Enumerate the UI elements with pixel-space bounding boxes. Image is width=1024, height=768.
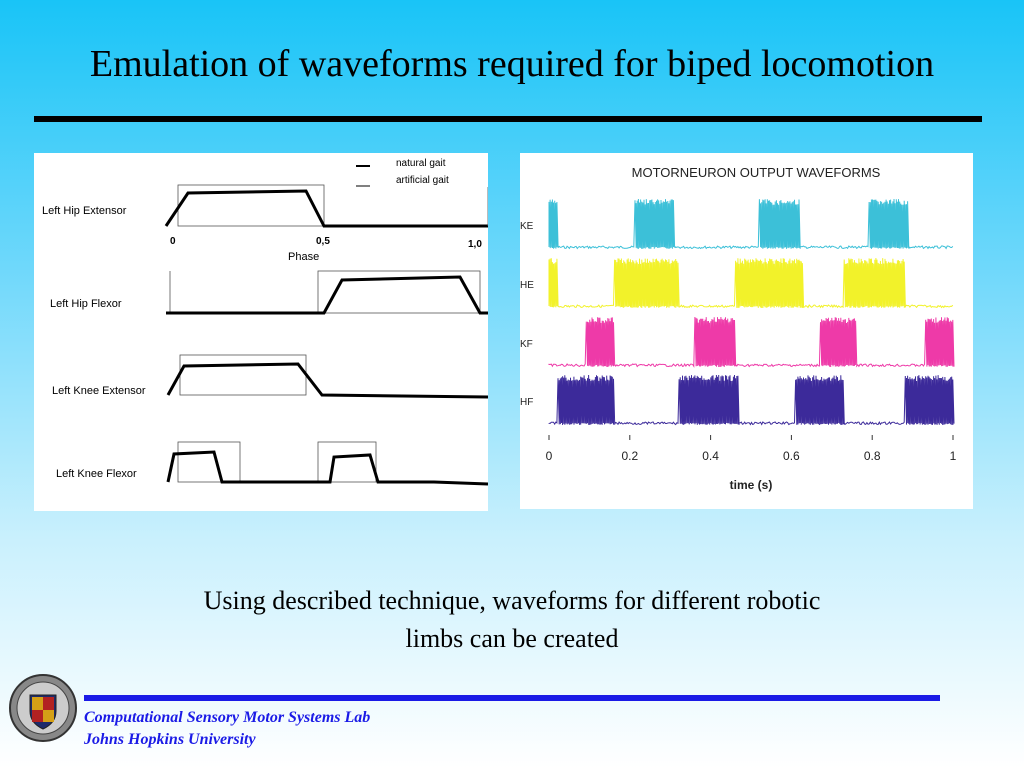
footer-divider xyxy=(84,695,940,701)
caption-line-1: Using described technique, waveforms for different robotic xyxy=(203,586,821,615)
row-label-knee-flexor: Left Knee Flexor xyxy=(56,468,137,480)
x-tick-10: 1,0 xyxy=(468,239,482,250)
x-axis-label: Phase xyxy=(288,251,320,263)
tick-group xyxy=(546,435,957,463)
knee-flexor-natural-1 xyxy=(178,442,240,482)
slide-title: Emulation of waveforms required for biped locomotion xyxy=(89,43,935,85)
trace-he xyxy=(549,258,953,308)
gait-phase-figure xyxy=(34,153,488,511)
trace-hf xyxy=(549,375,954,425)
x-tick-label: 0.2 xyxy=(621,449,639,463)
row-label-knee-extensor: Left Knee Extensor xyxy=(52,385,146,397)
motorneuron-chart-svg xyxy=(520,153,973,509)
x-tick-0: 0 xyxy=(170,236,176,247)
legend-artificial-label: artificial gait xyxy=(396,175,449,186)
x-tick-label: 1 xyxy=(949,449,957,463)
x-tick-label: 0.6 xyxy=(783,449,800,463)
university-seal-logo xyxy=(8,673,78,743)
series-label-he: HE xyxy=(520,280,534,291)
slide-caption xyxy=(60,582,964,658)
x-tick-label: 0.8 xyxy=(863,449,881,463)
series-label-kf: KF xyxy=(520,339,533,350)
trace-ke xyxy=(549,199,953,249)
knee-flexor-natural-2 xyxy=(318,442,376,482)
knee-extensor-natural xyxy=(180,355,306,395)
trace-kf xyxy=(549,317,954,367)
gait-phase-svg xyxy=(34,153,488,511)
title-divider xyxy=(34,116,982,122)
hip-extensor-artificial xyxy=(166,191,488,226)
caption-line-2: limbs can be created xyxy=(405,624,619,653)
x-tick-05: 0,5 xyxy=(316,236,330,247)
university-name: Johns Hopkins University xyxy=(84,731,256,748)
legend-natural-label: natural gait xyxy=(396,158,446,169)
x-tick-label: 0 xyxy=(545,449,553,463)
trace-group xyxy=(549,199,954,425)
x-tick-label: 0.4 xyxy=(702,449,719,463)
chart-xlabel: time (s) xyxy=(729,478,773,492)
hip-flexor-artificial xyxy=(166,277,488,313)
row-label-hip-flexor: Left Hip Flexor xyxy=(50,298,122,310)
knee-extensor-artificial xyxy=(168,364,488,397)
series-label-ke: KE xyxy=(520,221,534,232)
footer-text xyxy=(84,707,370,751)
series-label-group xyxy=(520,221,534,408)
row-label-hip-extensor: Left Hip Extensor xyxy=(42,205,127,217)
lab-name: Computational Sensory Motor Systems Lab xyxy=(84,709,371,726)
chart-title: MOTORNEURON OUTPUT WAVEFORMS xyxy=(631,165,881,180)
knee-flexor-artificial xyxy=(168,452,488,484)
motorneuron-chart xyxy=(520,153,973,509)
series-label-hf: HF xyxy=(520,397,534,408)
